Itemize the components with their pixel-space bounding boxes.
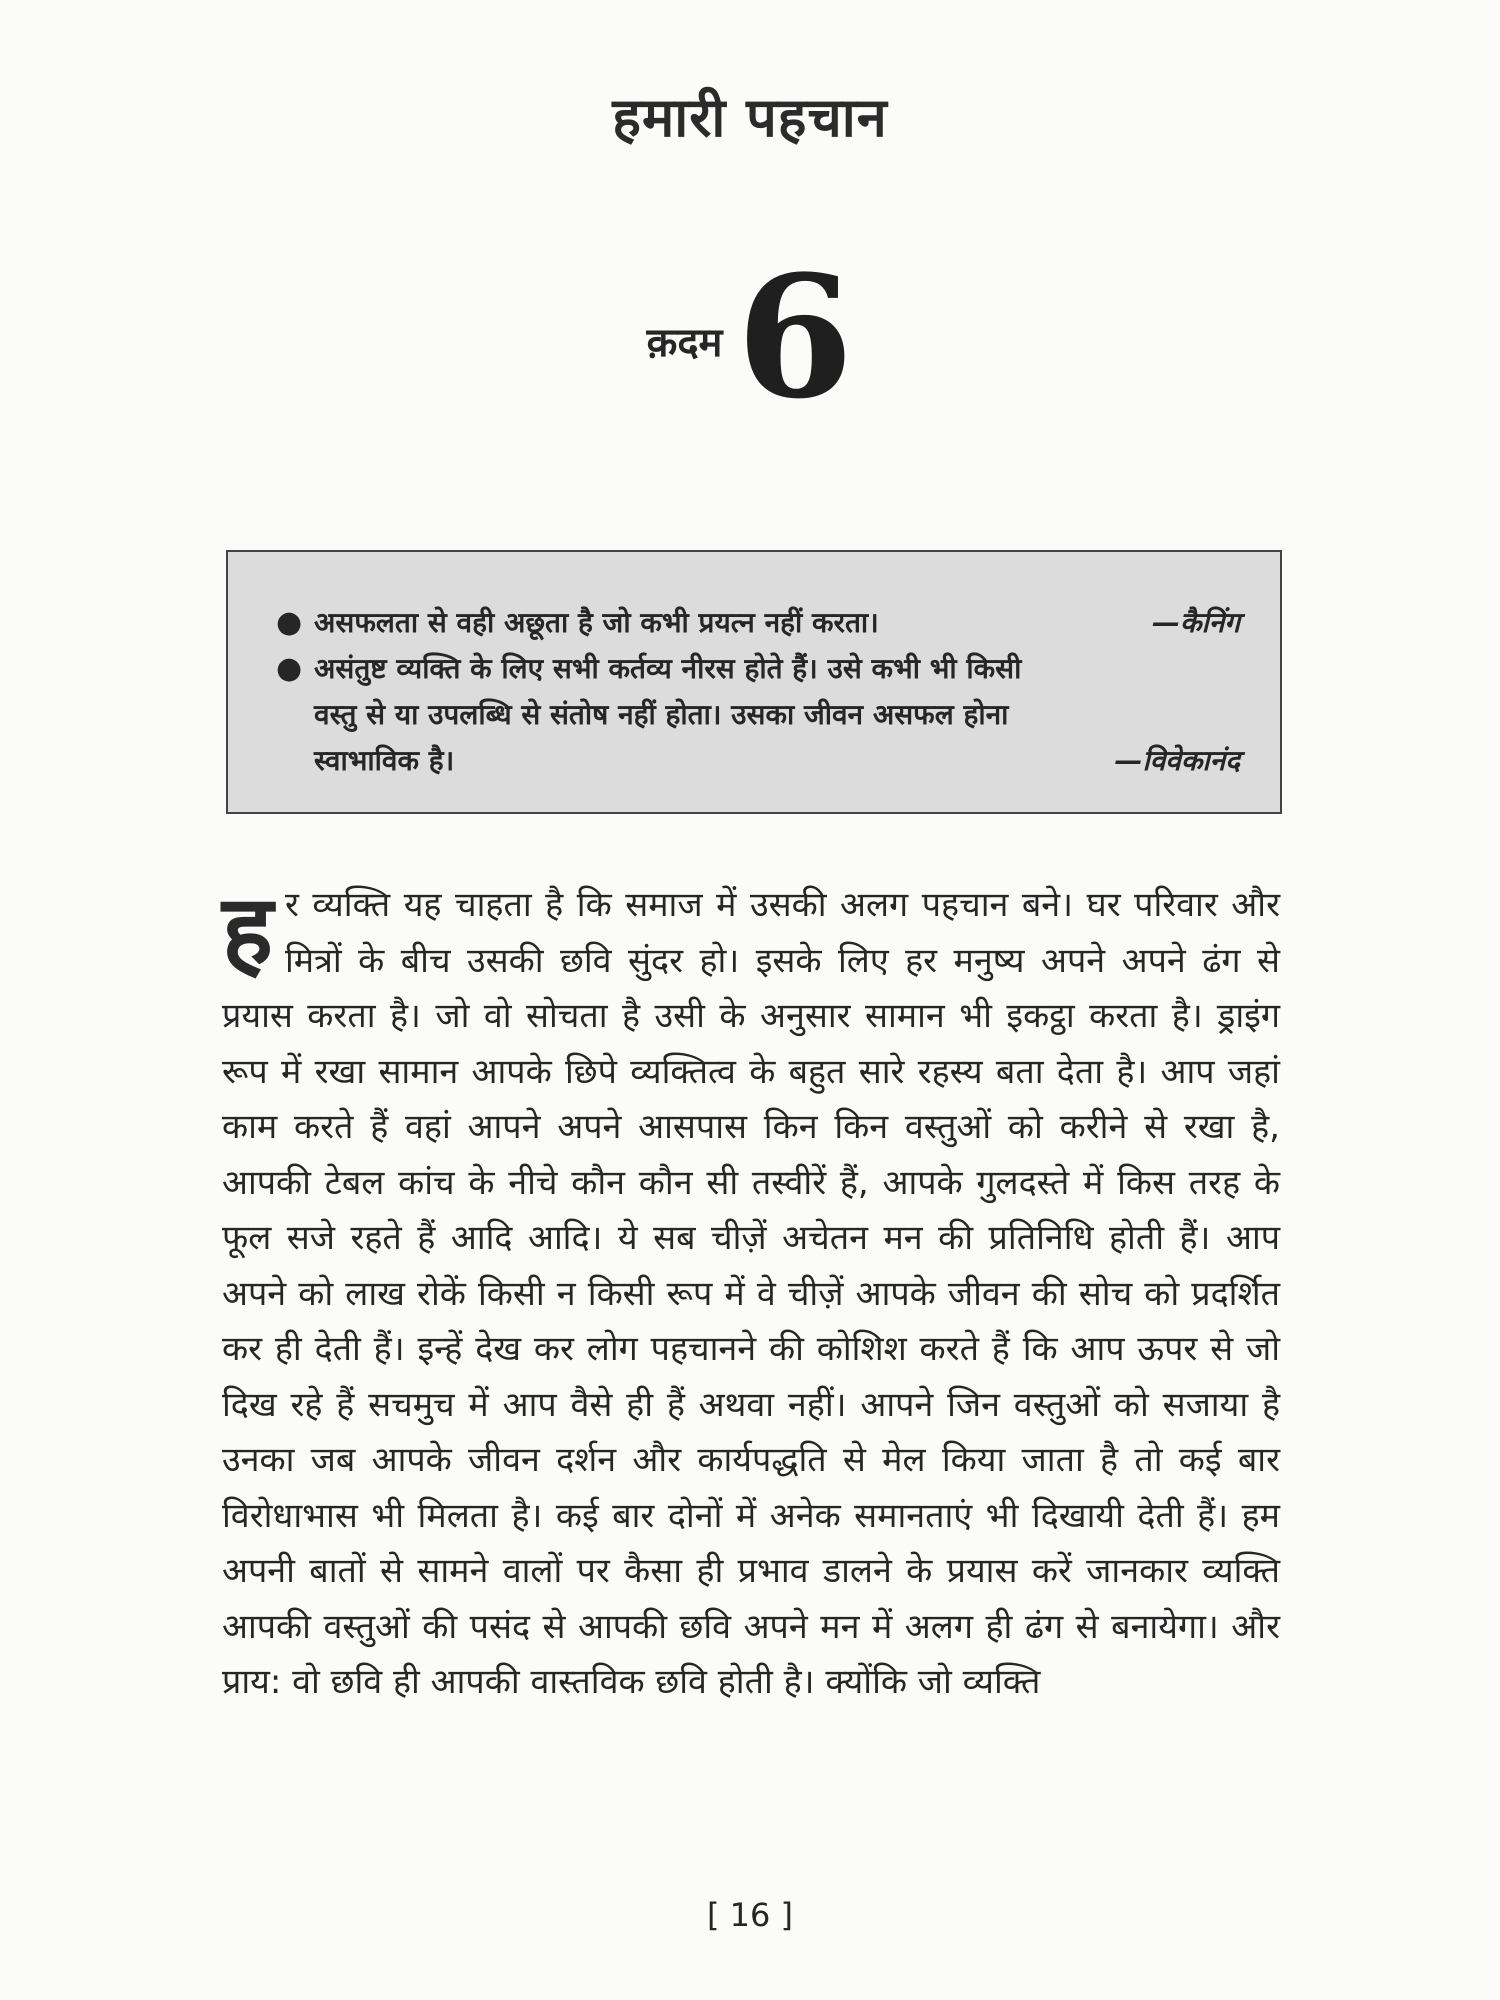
quote-text: वस्तु से या उपलब्धि से संतोष नहीं होता। उसका जीवन असफल होना (314, 698, 1009, 731)
quote-box (226, 550, 1282, 814)
quote-item (276, 600, 1240, 646)
bullet-icon: ● (276, 651, 303, 686)
step-number: 6 (736, 238, 854, 436)
body-text: र व्यक्ति यह चाहता है कि समाज में उसकी अलग पहचान बने। घर परिवार और मित्रों के बीच उसकी छवि सुंदर हो। इसके लिए हर मनुष्य अपने अपने ढंग से प्रयास करता है। जो वो सोचता है उसी के अनुसार सामान भी इकट्ठा करता है। ड्राइंग रूप में रखा सामान आपके छिपे व्यक्तित्व के बहुत सारे रहस्य बता देता है। आप जहां काम करते हैं वहां आपने अपने आसपास किन किन वस्तुओं को करीने से रखा है, आपकी टेबल कांच के नीचे कौन कौन सी तस्वीरें हैं, आपके गुलदस्ते में किस तरह के फूल सजे रहते हैं आदि आदि। ये सब चीज़ें अचेतन मन की प्रतिनिधि होती हैं। आप अपने को लाख रोकें किसी न किसी रूप में वे चीज़ें आपके जीवन की सोच को प्रदर्शित कर ही देती हैं। इन्हें देख कर लोग पहचानने की कोशिश करते हैं कि आप ऊपर से जो दिख रहे हैं सचमुच में आप वैसे ही हैं अथवा नहीं। आपने जिन वस्तुओं को सजाया है उनका जब आपके जीवन दर्शन और कार्यपद्धति से मेल किया जाता है तो कई बार विरोधाभास भी मिलता है। कई बार दोनों में अनेक समानताएं भी दिखायी देती हैं। हम अपनी बातों से सामने वालों पर कैसा ही प्रभाव डालने के प्रयास करें जानकार व्यक्ति आपकी वस्तुओं की पसंद से आपकी छवि अपने मन में अलग ही ढंग से बनायेगा। और प्राय: वो छवि ही आपकी वास्तविक छवि होती है। क्योंकि जो व्यक्ति (222, 885, 1281, 1702)
page-number: [ 16 ] (706, 1896, 794, 1934)
quote-author: —विवेकानंद (1114, 744, 1240, 777)
page-title: हमारी पहचान (612, 86, 888, 149)
drop-cap: ह (222, 874, 273, 986)
body-paragraph (222, 874, 1281, 1711)
step-heading (0, 238, 1500, 436)
bullet-icon: ● (276, 605, 303, 640)
step-label: क़दम (646, 320, 723, 366)
quote-author: —कैनिंग (1151, 606, 1240, 639)
quote-item (276, 646, 1240, 784)
quote-text: असफलता से वही अछूता है जो कभी प्रयत्न नहीं करता। (314, 606, 879, 639)
quote-text: असंतुष्ट व्यक्ति के लिए सभी कर्तव्य नीरस होते हैं। उसे कभी भी किसी (314, 652, 1022, 685)
quote-text: स्वाभाविक है। (314, 744, 455, 777)
